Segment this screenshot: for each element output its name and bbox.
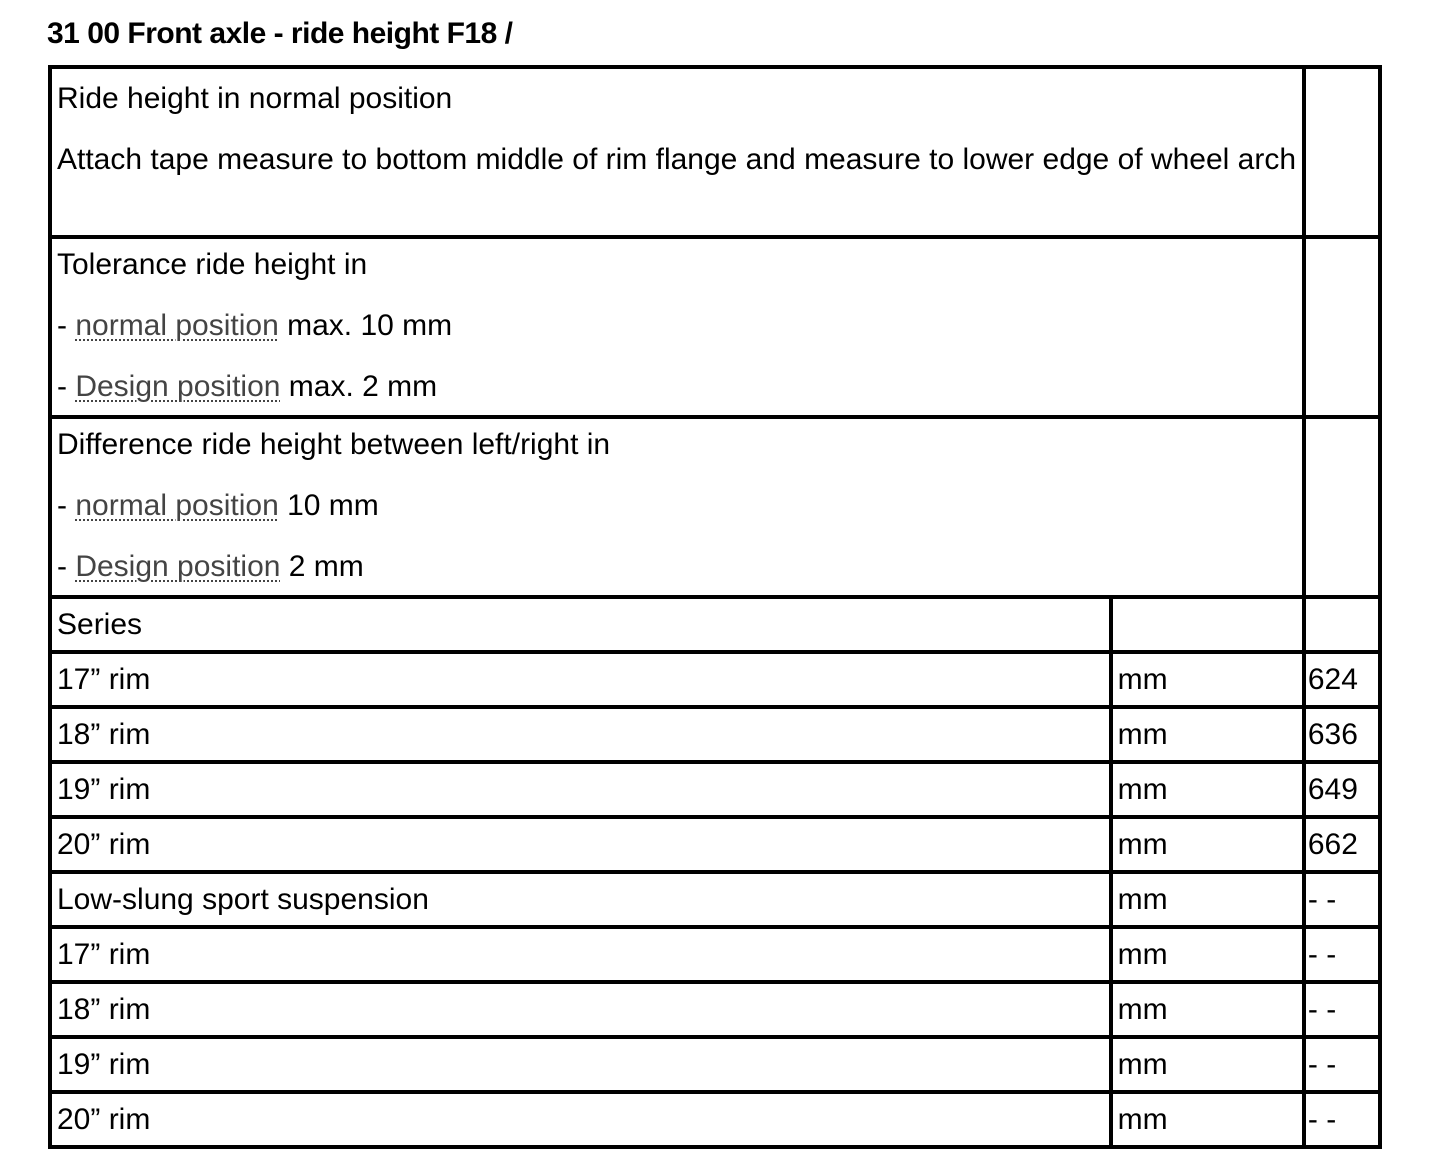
row-label: 18” rim bbox=[50, 707, 1111, 762]
row-label: Low-slung sport suspension bbox=[50, 872, 1111, 927]
difference-section-cell bbox=[50, 417, 1304, 597]
row-unit: mm bbox=[1111, 982, 1304, 1037]
row-unit: mm bbox=[1111, 707, 1304, 762]
table-row bbox=[50, 872, 1380, 927]
item-prefix: - bbox=[57, 489, 76, 522]
row-label: 19” rim bbox=[50, 762, 1111, 817]
row-label: 17” rim bbox=[50, 652, 1111, 707]
tolerance-section-row bbox=[50, 237, 1380, 417]
section-heading: Difference ride height between left/right in bbox=[57, 428, 611, 461]
section-heading: Tolerance ride height in bbox=[57, 248, 368, 281]
empty-value-cell bbox=[1304, 237, 1380, 417]
row-label: 20” rim bbox=[50, 1092, 1111, 1147]
row-value: 649 bbox=[1304, 762, 1380, 817]
normal-position-link[interactable]: normal position bbox=[75, 309, 279, 342]
item-prefix: - bbox=[57, 370, 76, 403]
row-unit: mm bbox=[1111, 927, 1304, 982]
item-prefix: - bbox=[57, 309, 76, 342]
design-position-link[interactable]: Design position bbox=[75, 370, 281, 403]
tolerance-item bbox=[57, 304, 1302, 348]
item-value: max. 10 mm bbox=[278, 309, 453, 342]
row-label: 19” rim bbox=[50, 1037, 1111, 1092]
ride-height-table bbox=[48, 65, 1382, 1149]
row-unit: mm bbox=[1111, 652, 1304, 707]
row-unit: mm bbox=[1111, 872, 1304, 927]
empty-value-cell bbox=[1304, 67, 1380, 237]
table-row bbox=[50, 982, 1380, 1037]
table-row bbox=[50, 1092, 1380, 1147]
tolerance-section-cell bbox=[50, 237, 1304, 417]
row-label: 17” rim bbox=[50, 927, 1111, 982]
row-value: 636 bbox=[1304, 707, 1380, 762]
row-unit: mm bbox=[1111, 762, 1304, 817]
ride-height-section-cell bbox=[50, 67, 1304, 237]
row-value: - - bbox=[1304, 982, 1380, 1037]
row-label: 18” rim bbox=[50, 982, 1111, 1037]
difference-item bbox=[57, 545, 1302, 589]
row-value: 662 bbox=[1304, 817, 1380, 872]
section-instructions: Attach tape measure to bottom middle of rim flange and measure to lower edge of wheel arch bbox=[57, 143, 1297, 176]
series-unit bbox=[1111, 597, 1304, 652]
series-label: Series bbox=[50, 597, 1111, 652]
table-row bbox=[50, 927, 1380, 982]
table-row bbox=[50, 707, 1380, 762]
table-row bbox=[50, 817, 1380, 872]
row-value: 624 bbox=[1304, 652, 1380, 707]
row-label: 20” rim bbox=[50, 817, 1111, 872]
series-header-row bbox=[50, 597, 1380, 652]
item-value: 10 mm bbox=[278, 489, 379, 522]
section-heading: Ride height in normal position bbox=[57, 82, 453, 115]
row-value: - - bbox=[1304, 872, 1380, 927]
design-position-link[interactable]: Design position bbox=[75, 550, 281, 583]
row-value: - - bbox=[1304, 927, 1380, 982]
item-value: 2 mm bbox=[280, 550, 364, 583]
table-row bbox=[50, 652, 1380, 707]
ride-height-section-row bbox=[50, 67, 1380, 237]
empty-value-cell bbox=[1304, 417, 1380, 597]
page-title: 31 00 Front axle - ride height F18 / bbox=[47, 17, 513, 50]
row-value: - - bbox=[1304, 1092, 1380, 1147]
row-unit: mm bbox=[1111, 1092, 1304, 1147]
row-unit: mm bbox=[1111, 817, 1304, 872]
normal-position-link[interactable]: normal position bbox=[75, 489, 279, 522]
table-row bbox=[50, 1037, 1380, 1092]
difference-item bbox=[57, 484, 1302, 528]
item-prefix: - bbox=[57, 550, 76, 583]
item-value: max. 2 mm bbox=[280, 370, 438, 403]
row-unit: mm bbox=[1111, 1037, 1304, 1092]
difference-section-row bbox=[50, 417, 1380, 597]
series-value bbox=[1304, 597, 1380, 652]
row-value: - - bbox=[1304, 1037, 1380, 1092]
table-row bbox=[50, 762, 1380, 817]
tolerance-item bbox=[57, 365, 1302, 409]
